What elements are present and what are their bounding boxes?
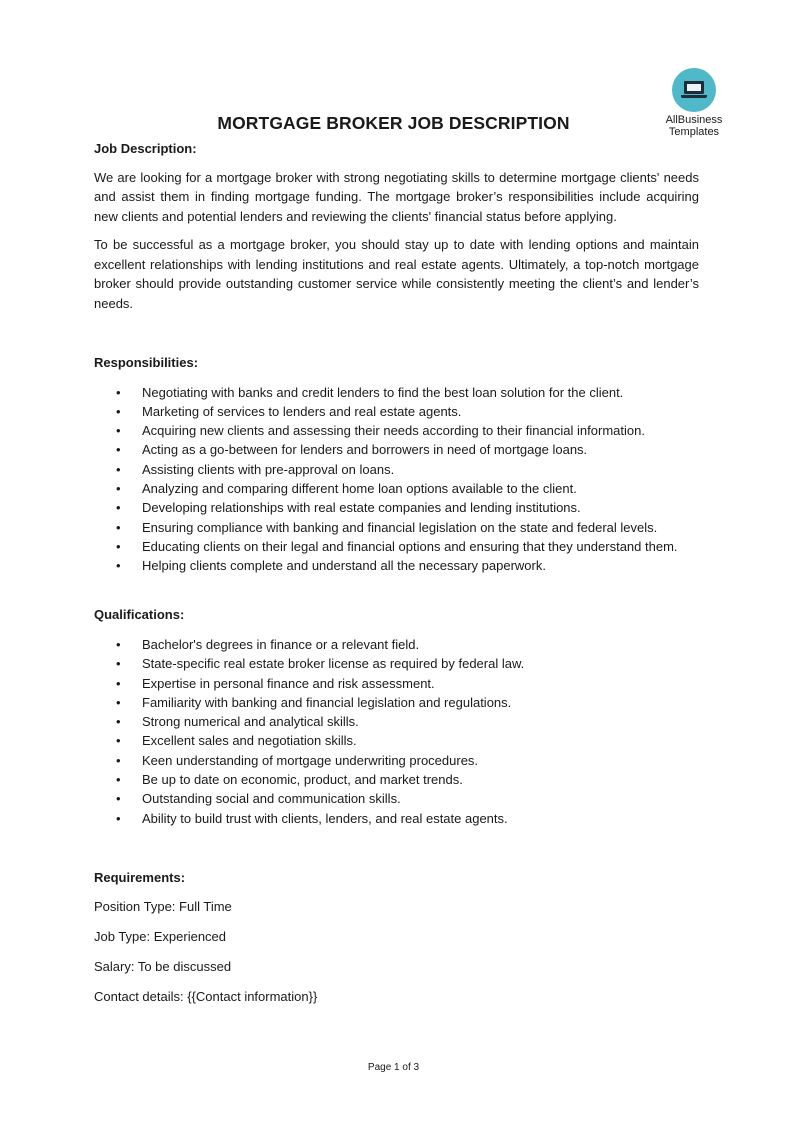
bullet-icon: • [116,733,121,749]
list-item [94,556,699,575]
list-item [94,654,699,673]
bullet-icon: • [116,791,121,807]
laptop-base-icon [681,95,707,98]
bullet-icon: • [116,500,121,516]
bullet-icon: • [116,538,121,554]
list-item-text: Strong numerical and analytical skills. [142,714,359,730]
requirement-job-type: Job Type: Experienced [94,929,227,945]
list-item [94,537,699,556]
list-item-text: Acting as a go-between for lenders and borrowers in need of mortgage loans. [142,442,588,458]
job-description-heading: Job Description: [94,141,197,156]
bullet-icon: • [116,636,121,652]
list-item-text: Outstanding social and communication skills. [142,791,401,807]
bullet-icon: • [116,423,121,439]
page-number-footer: Page 1 of 3 [367,1062,420,1073]
list-item [94,402,699,421]
logo-text-line-2: Templates [668,126,720,138]
list-item [94,479,699,498]
qualifications-heading: Qualifications: [94,607,185,623]
list-item-text: Ability to build trust with clients, lenders, and real estate agents. [142,810,508,826]
bullet-icon: • [116,694,121,710]
list-item [94,383,699,402]
document-title: MORTGAGE BROKER JOB DESCRIPTION [217,113,570,133]
list-item-text: Marketing of services to lenders and real estate agents. [142,403,462,419]
list-item-text: Keen understanding of mortgage underwriting procedures. [142,752,479,768]
document-body [94,139,699,1007]
list-item-text: State-specific real estate broker license as required by federal law. [142,656,525,672]
list-item [94,440,699,459]
bullet-icon: • [116,772,121,788]
list-item-text: Acquiring new clients and assessing their needs according to their financial information. [142,423,645,439]
list-item-text: Analyzing and comparing different home loan options available to the client. [142,480,577,496]
bullet-icon: • [116,384,121,400]
list-item [94,731,699,750]
bullet-icon: • [116,480,121,496]
list-item [94,751,699,770]
list-item-text: Developing relationships with real estate companies and lending institutions. [142,500,581,516]
bullet-icon: • [116,558,121,574]
list-item [94,460,699,479]
bullet-icon: • [116,714,121,730]
list-item-text: Assisting clients with pre-approval on loans. [142,461,395,477]
list-item [94,789,699,808]
responsibilities-heading: Responsibilities: [94,355,199,370]
list-item [94,770,699,789]
list-item [94,809,699,828]
bullet-icon: • [116,675,121,691]
requirement-contact-details: Contact details: {{Contact information}} [94,989,318,1005]
bullet-icon: • [116,656,121,672]
list-item [94,635,699,654]
list-item-text: Be up to date on economic, product, and market trends. [142,772,463,788]
bullet-icon: • [116,519,121,535]
job-description-paragraph-2: To be successful as a mortgage broker, you should stay up to date with lending options and maintain excellent relationships with lending institutions and real estate agents. Ultimately, a top-notch mortgage broker should provide outstanding customer service while consistently meeting the client’s and lender’s needs. [94,237,699,311]
list-item-text: Excellent sales and negotiation skills. [142,733,357,749]
bullet-icon: • [116,752,121,768]
requirements-heading: Requirements: [94,869,186,885]
list-item [94,712,699,731]
job-description-paragraph-1: We are looking for a mortgage broker with strong negotiating skills to determine mortgage clients' needs and assist them in finding mortgage funding. The mortgage broker’s responsibilities include acquiring new clients and potential lenders and reviewing the clients' financial status before applying. [94,169,699,224]
list-item-text: Bachelor's degrees in finance or a relevant field. [142,636,420,652]
responsibilities-list [94,383,699,576]
list-item-text: Helping clients complete and understand all the necessary paperwork. [142,558,546,574]
list-item-text: Expertise in personal finance and risk assessment. [142,675,435,691]
bullet-icon: • [116,810,121,826]
list-item [94,674,699,693]
bullet-icon: • [116,403,121,419]
bullet-icon: • [116,442,121,458]
logo-text-line-1: AllBusiness [665,114,723,126]
laptop-icon [684,81,704,94]
list-item [94,693,699,712]
list-item-text: Familiarity with banking and financial legislation and regulations. [142,694,512,710]
list-item-text: Ensuring compliance with banking and financial legislation on the state and federal levels. [142,519,658,535]
list-item [94,498,699,517]
list-item [94,518,699,537]
list-item-text: Educating clients on their legal and financial options and ensuring that they understand them. [142,538,678,554]
logo-badge [672,68,716,112]
bullet-icon: • [116,461,121,477]
requirement-salary: Salary: To be discussed [94,959,232,975]
qualifications-list [94,635,699,828]
requirement-position-type: Position Type: Full Time [94,899,232,915]
list-item [94,421,699,440]
list-item-text: Negotiating with banks and credit lenders to find the best loan solution for the client. [142,384,624,400]
